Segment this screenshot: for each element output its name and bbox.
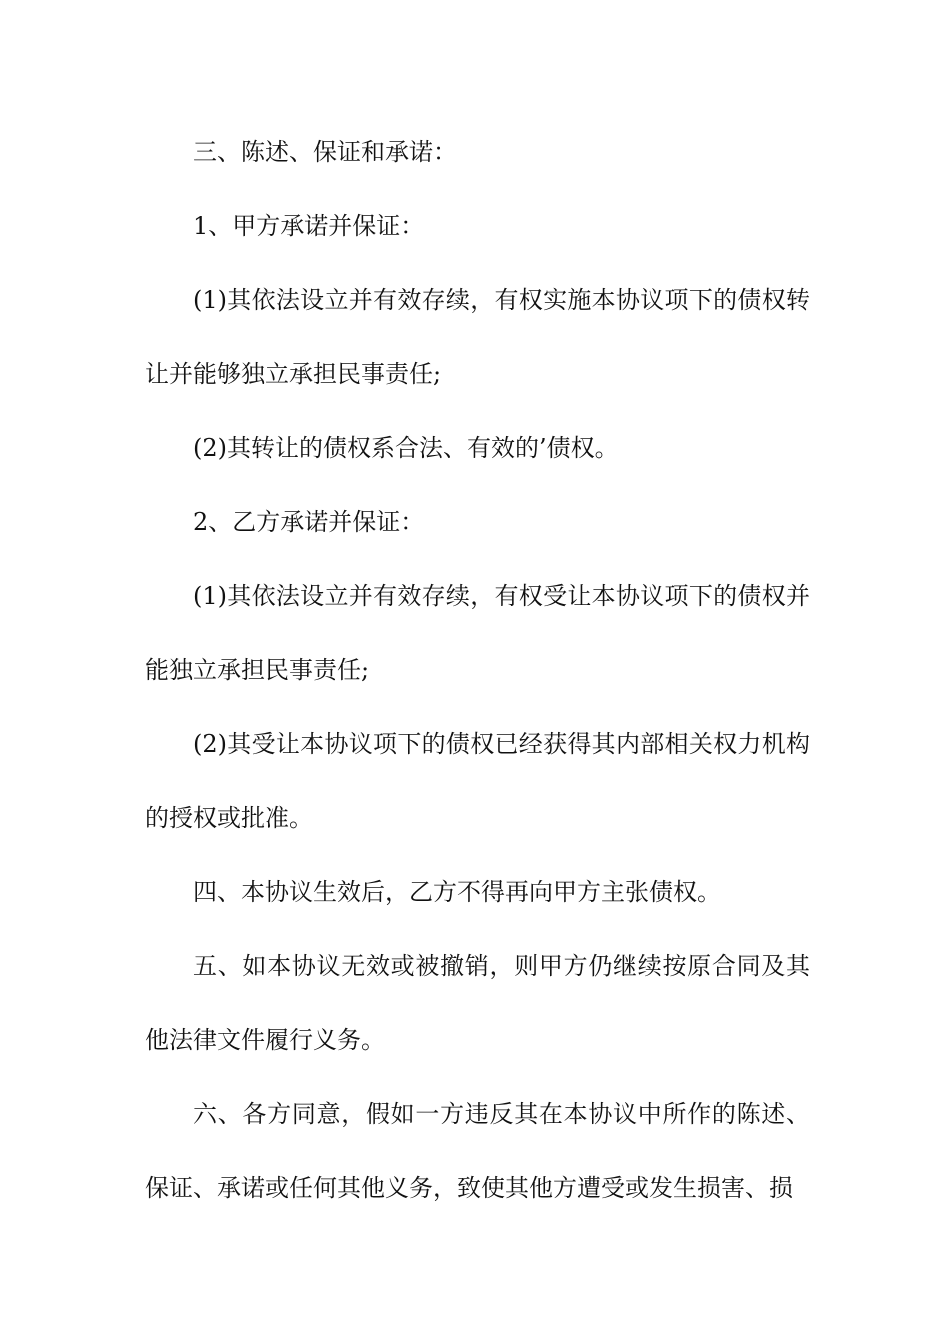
party-b-clause-1: (1)其依法设立并有效存续，有权受让本协议项下的债权并能独立承担民事责任; bbox=[145, 582, 810, 684]
section-three-heading: 三、陈述、保证和承诺： bbox=[193, 138, 457, 166]
section-four-paragraph: 四、本协议生效后，乙方不得再向甲方主张债权。 bbox=[193, 878, 721, 906]
party-a-clause-1: (1)其依法设立并有效存续，有权实施本协议项下的债权转让并能够独立承担民事责任; bbox=[145, 286, 810, 388]
section-five-paragraph: 五、如本协议无效或被撤销，则甲方仍继续按原合同及其他法律文件履行义务。 bbox=[145, 952, 810, 1054]
party-a-commitment-heading: 1、甲方承诺并保证： bbox=[193, 212, 425, 240]
party-a-clause-2: (2)其转让的债权系合法、有效的’债权。 bbox=[193, 434, 619, 462]
section-six-paragraph: 六、各方同意，假如一方违反其在本协议中所作的陈述、保证、承诺或任何其他义务，致使其他方遭受或发生损害、损 bbox=[145, 1100, 810, 1202]
party-b-commitment-heading: 2、乙方承诺并保证： bbox=[193, 508, 425, 536]
party-b-clause-2: (2)其受让本协议项下的债权已经获得其内部相关权力机构的授权或批准。 bbox=[145, 730, 810, 832]
